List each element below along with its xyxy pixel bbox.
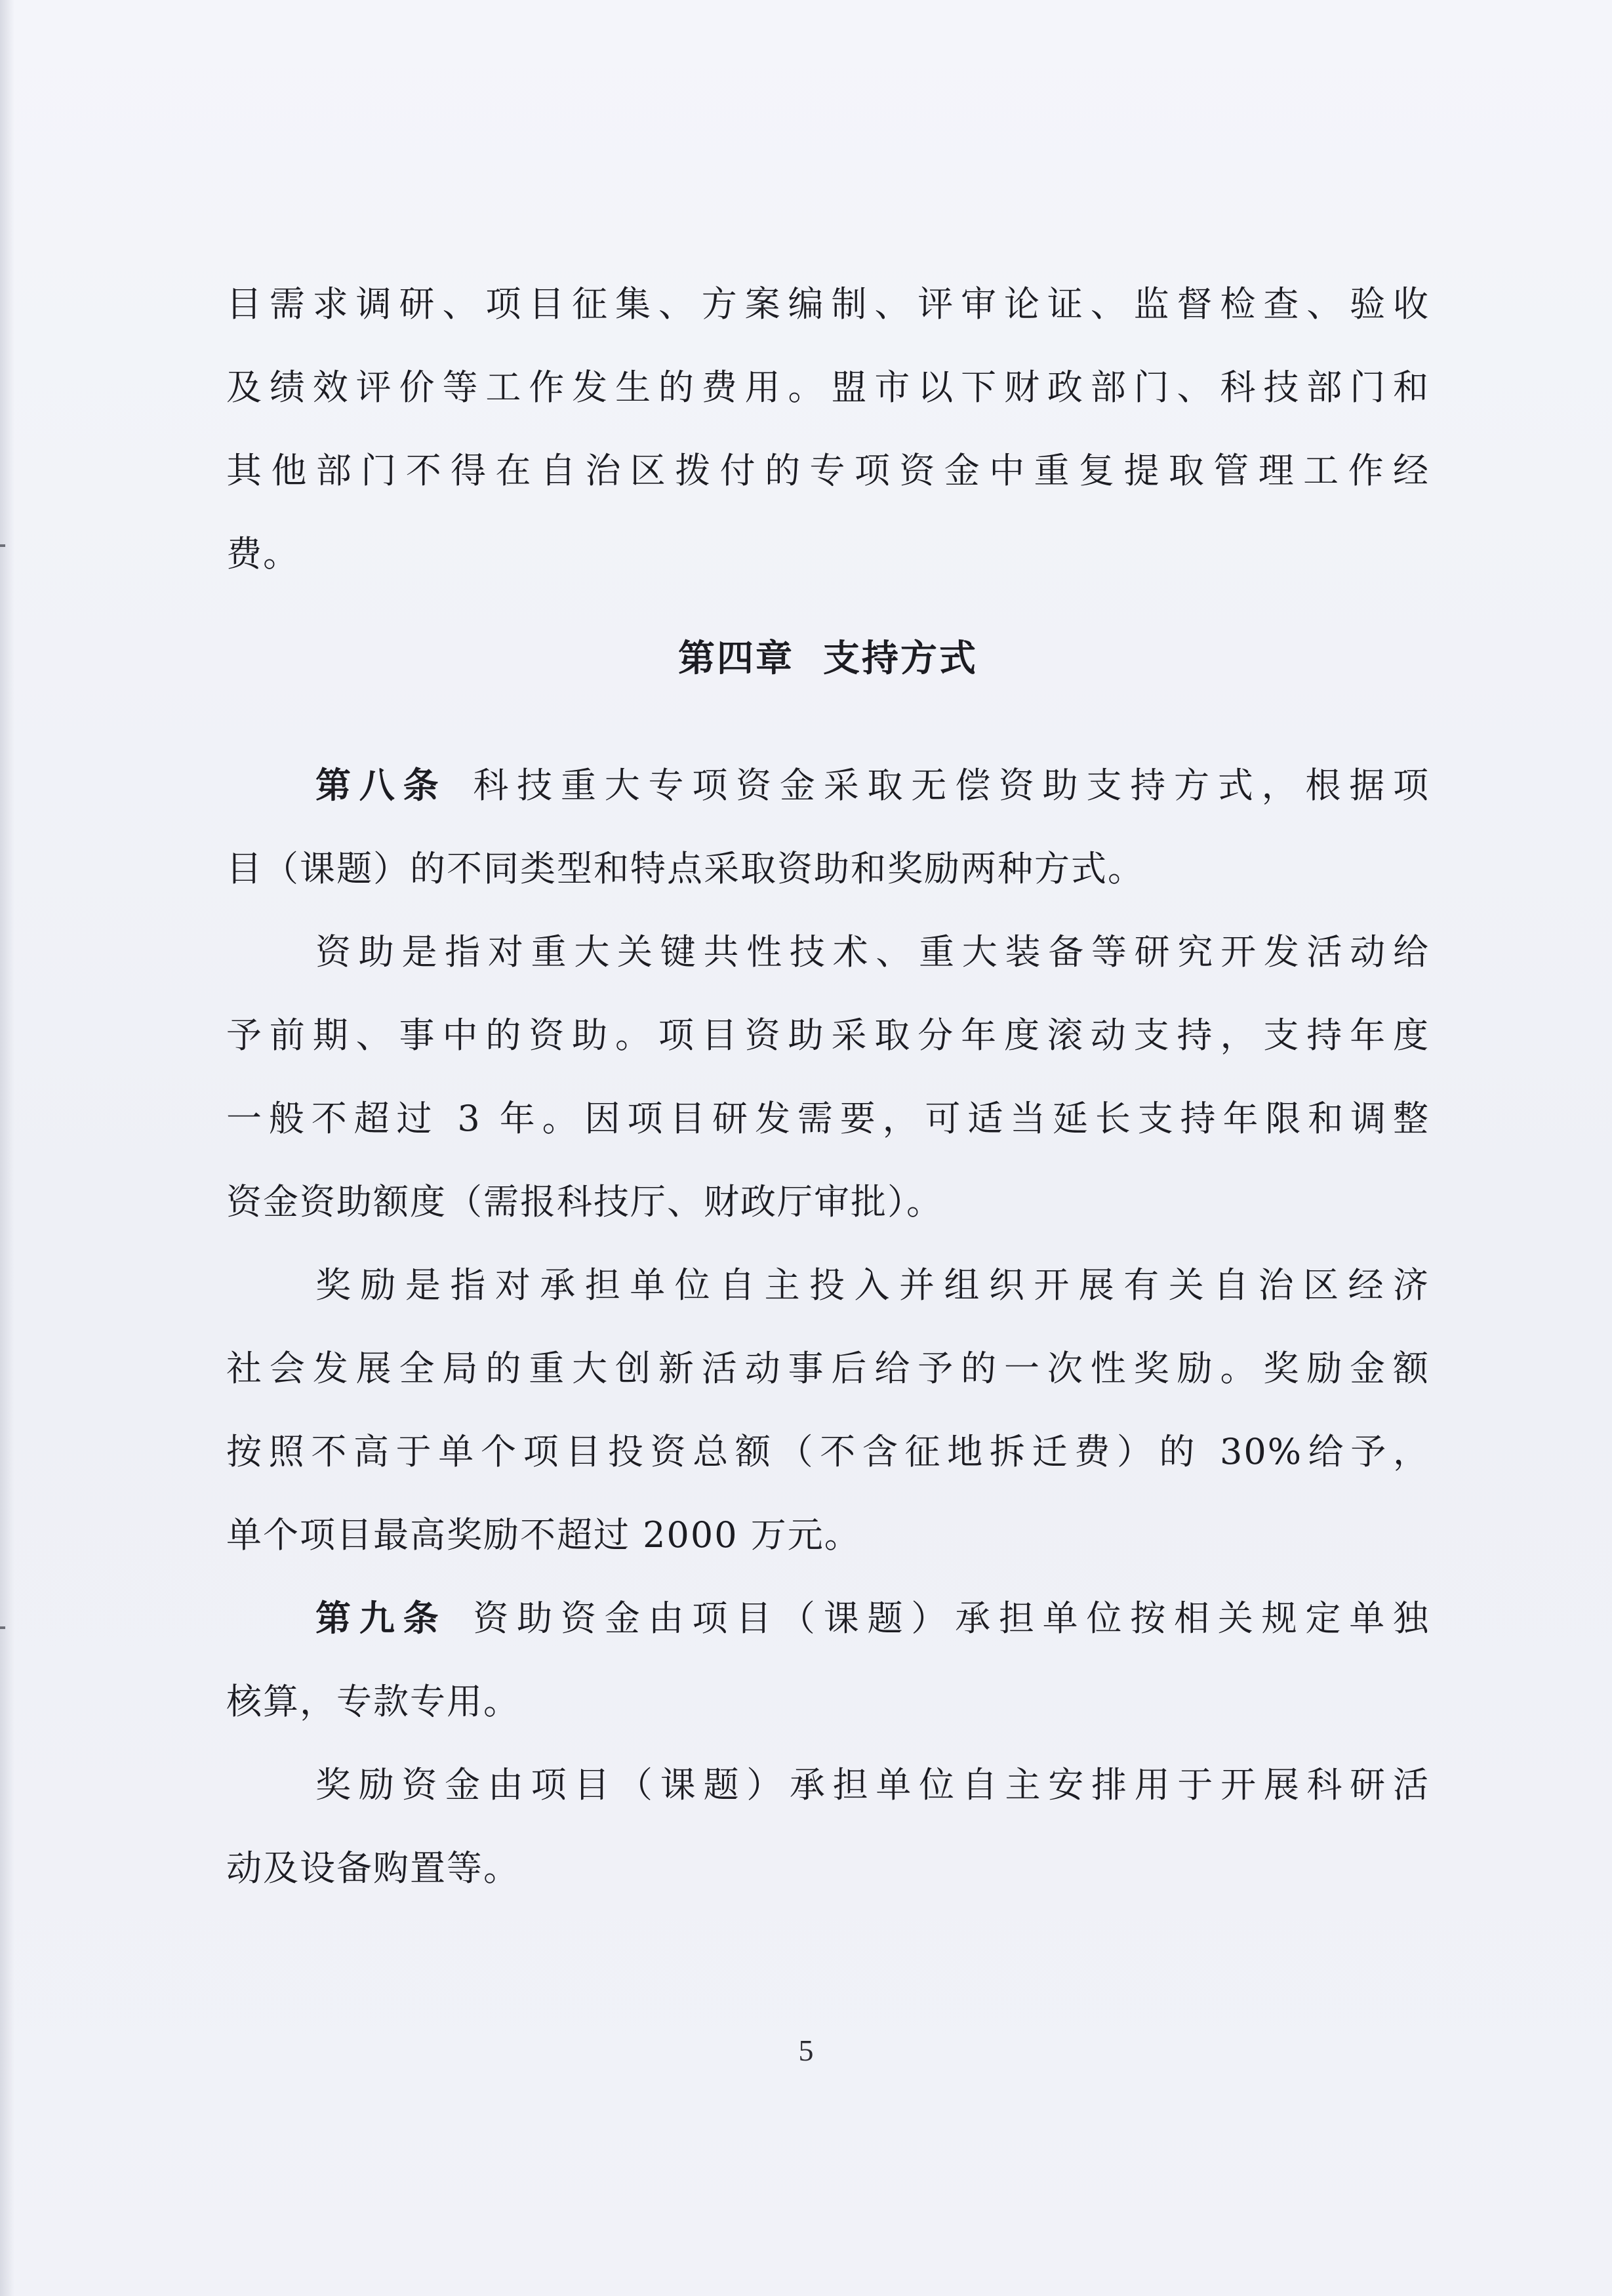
text-line: 一般不超过 3 年。因项目研发需要，可适当延长支持年限和调整 [226,1098,1430,1139]
article-text: 科技重大专项资金采取无偿资助支持方式，根据项 [473,765,1430,806]
chapter-title: 支持方式 [823,637,978,680]
binding-hole-mark [0,1626,5,1629]
text-line: 奖励是指对承担单位自主投入并组织开展有关自治区经济 [315,1264,1430,1306]
chapter-number: 第四章 [678,637,794,680]
article-label: 第八条 [315,765,447,806]
text-line: 及绩效评价等工作发生的费用。盟市以下财政部门、科技部门和 [226,367,1430,408]
text-line: 其他部门不得在自治区拨付的专项资金中重复提取管理工作经 [226,450,1430,491]
text-line: 单个项目最高奖励不超过 2000 万元。 [226,1514,861,1556]
text-line: 费。 [226,533,300,574]
text-line: 奖励资金由项目（课题）承担单位自主安排用于开展科研活 [315,1764,1430,1805]
binding-hole-mark [0,544,5,547]
text-line [226,744,1430,827]
article-9 [226,1577,1430,1743]
chapter-heading [226,616,1430,702]
text-line: 按照不高于单个项目投资总额（不含征地拆迁费）的 30%给予， [226,1431,1430,1472]
article-8 [226,744,1430,910]
text-line: 社会发展全局的重大创新活动事后给予的一次性奖励。奖励金额 [226,1348,1430,1389]
text-line: 动及设备购置等。 [226,1847,520,1889]
article-label: 第九条 [315,1598,447,1639]
page-number: 5 [798,2034,814,2067]
text-line: 资助是指对重大关键共性技术、重大装备等研究开发活动给 [315,931,1430,973]
binding-edge-shadow [0,0,14,2296]
text-line: 核算，专款专用。 [226,1681,520,1722]
text-line: 予前期、事中的资助。项目资助采取分年度滚动支持，支持年度 [226,1015,1430,1056]
reward-paragraph [226,1243,1430,1577]
article-text: 资助资金由项目（课题）承担单位按相关规定单独 [473,1598,1430,1639]
text-line [226,1577,1430,1660]
document-body [226,262,1430,1910]
text-line: 资金资助额度（需报科技厅、财政厅审批）。 [226,1181,943,1222]
text-line: 目（课题）的不同类型和特点采取资助和奖励两种方式。 [226,848,1144,889]
reward-funds-paragraph [226,1743,1430,1910]
continued-paragraph [226,262,1430,595]
text-line: 目需求调研、项目征集、方案编制、评审论证、监督检查、验收 [226,283,1430,325]
subsidy-paragraph [226,910,1430,1243]
